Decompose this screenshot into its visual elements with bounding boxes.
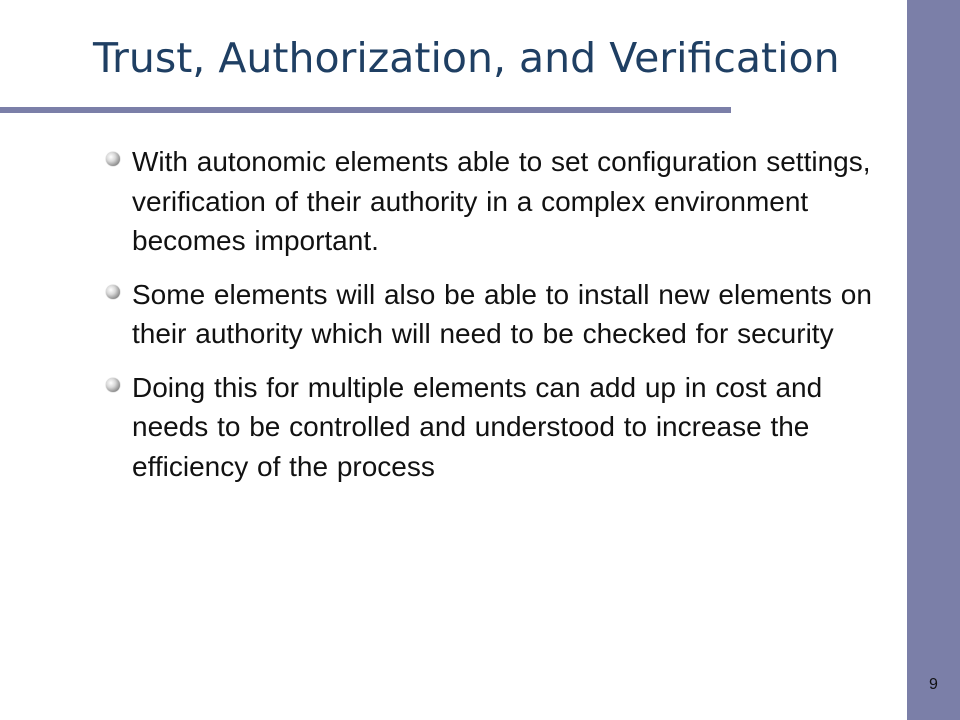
bullet-text: Some elements will also be able to install new elements on their authority which will need to be checked for security	[132, 278, 872, 349]
title-underline	[0, 107, 731, 113]
bullet-item	[106, 275, 896, 354]
bullet-list	[106, 142, 896, 500]
bullet-item	[106, 368, 896, 487]
bullet-dot-icon	[106, 285, 120, 299]
slide-title: Trust, Authorization, and Verification	[93, 34, 840, 82]
page-number: 9	[929, 676, 938, 693]
bullet-item	[106, 142, 896, 261]
bullet-text: With autonomic elements able to set configuration settings, verification of their authority in a complex environment becomes important.	[132, 146, 871, 256]
bullet-text: Doing this for multiple elements can add up in cost and needs to be controlled and understood to increase the efficiency of the process	[132, 371, 823, 482]
side-accent-bar	[907, 0, 960, 720]
bullet-dot-icon	[106, 378, 120, 392]
bullet-dot-icon	[106, 152, 120, 166]
